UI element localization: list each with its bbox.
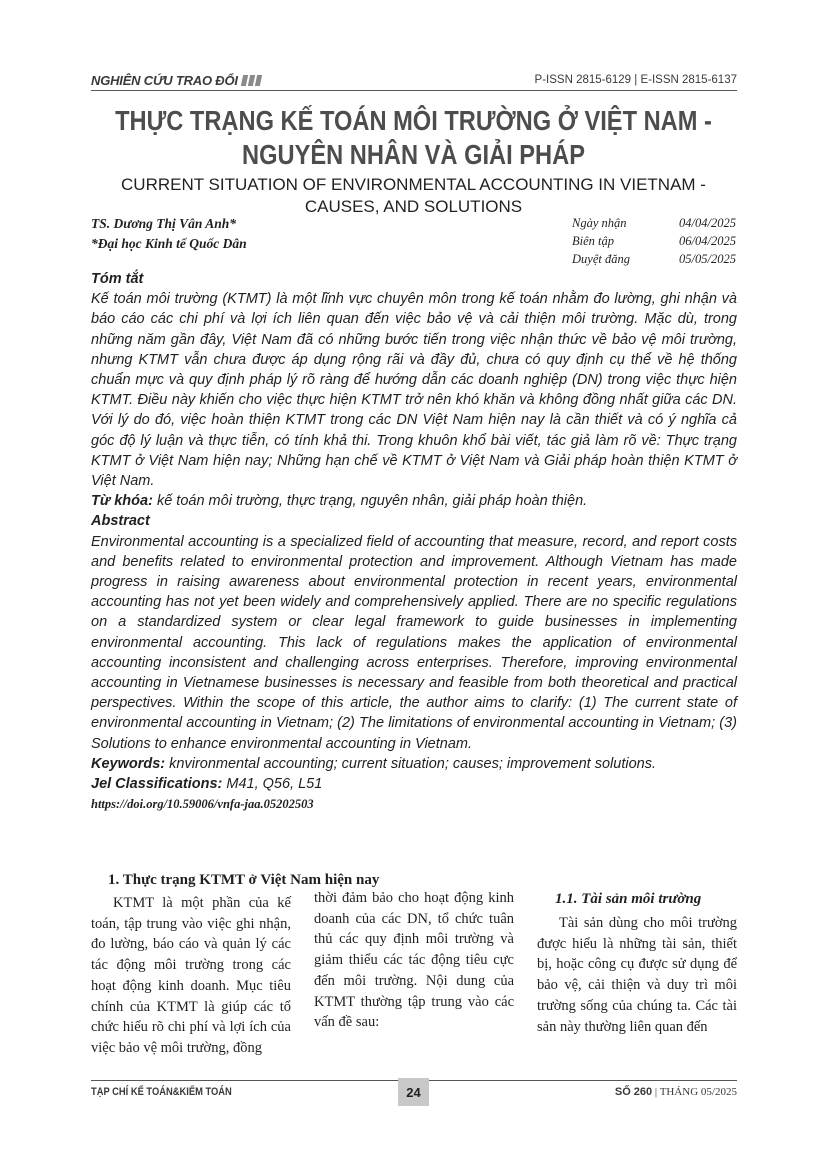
keywords-en-text: knvironmental accounting; current situation; causes; improvement solutions. [169, 755, 656, 772]
title-en-line2: CAUSES, AND SOLUTIONS [304, 197, 523, 216]
abstract-en-text: Environmental accounting is a specialized field of accounting that measure, record, and report costs and benefits related to environmental protection and improvement. Although Vietnam has made progress in raising awareness about environmental protection in recent years, environmental accounting has not yet been widely and comprehensively applied. There are no specific regulations on a standardized system or clear legal framework to guide businesses in implementing environmental accounting. This lack of regulations makes the application of environmental accounting inconsistent and challenging across enterprises. Therefore, improving environmental accounting in Vietnamese businesses is necessary and feasible from both theoretical and practical perspectives. Within the scope of this article, the author aims to clarify: (1) The current state of environmental accounting in Vietnam; (2) The limitations of environmental accounting in Vietnam; (3) Solutions to enhance environmental accounting in Vietnam. [91, 533, 737, 752]
doi-link[interactable]: https://doi.org/10.59006/vnfa-jaa.05202503 [91, 797, 314, 812]
section-heading: 1. Thực trạng KTMT ở Việt Nam hiện nay [108, 872, 380, 888]
keywords-vn [91, 491, 737, 511]
body-column-2: thời đảm bảo cho hoạt động kinh doanh của các DN, tổ chức tuân thủ các quy định môi trường và giảm thiểu các tác động tiêu cực đến môi trường. Nội dung của KTMT thường tập trung vào các vấn đề sau: [314, 890, 514, 1031]
title-vn-line1: THỰC TRẠNG KẾ TOÁN MÔI TRƯỜNG Ở VIỆT NAM - [115, 105, 712, 136]
header-divider [91, 90, 737, 91]
issue-info: SỐ 260 | THÁNG 05/2025 [614, 1086, 737, 1098]
title-vn-line2: NGUYÊN NHÂN VÀ GIẢI PHÁP [242, 139, 585, 170]
author-name: TS. Dương Thị Vân Anh* [91, 216, 237, 231]
keywords-vn-label: Từ khóa: [91, 493, 153, 510]
date-value: 05/05/2025 [679, 252, 736, 266]
jel-classifications [91, 774, 737, 794]
keywords-en [91, 754, 737, 774]
date-label: Duyệt đăng [572, 252, 630, 266]
author-block [91, 214, 247, 254]
keywords-vn-text: kế toán môi trường, thực trạng, nguyên nhân, giải pháp hoàn thiện. [156, 493, 588, 510]
abstract-en-heading: Abstract [91, 513, 150, 530]
date-received [572, 214, 736, 232]
author-affiliation: *Đại học Kinh tế Quốc Dân [91, 236, 247, 251]
issn-label: P-ISSN 2815-6129 | E-ISSN 2815-6137 [534, 74, 737, 86]
date-label: Ngày nhận [572, 216, 627, 230]
subsection-heading: 1.1. Tài sản môi trường [555, 891, 702, 907]
date-value: 06/04/2025 [679, 234, 736, 248]
issue-number: SỐ 260 [614, 1086, 653, 1098]
running-header-section [91, 73, 261, 88]
issue-month: THÁNG 05/2025 [659, 1086, 737, 1098]
dates-block [572, 214, 736, 268]
abstract-vn-heading: Tóm tắt [91, 271, 144, 287]
date-edited [572, 232, 736, 250]
abstract-vn-text: Kế toán môi trường (KTMT) là một lĩnh vực chuyên môn trong kế toán nhằm đo lường, ghi nhận và báo cáo các chi phí và lợi ích liên quan đến việc bảo vệ và cải thiện môi trường. Mặc dù, trong những năm gần đây, Việt Nam đã có những bước tiến trong việc nhận thức về bảo vệ môi trường, nhưng KTMT vẫn chưa được áp dụng rộng rãi và đầy đủ, chưa có quy định cụ thể về hệ thống chuẩn mực và quy định pháp lý rõ ràng để hướng dẫn các doanh nghiệp (DN) trong việc thực hiện KTMT. Điều này khiến cho việc thực hiện KTMT trở nên khó khăn và không đồng nhất giữa các DN. Với lý do đó, việc hoàn thiện KTMT trong các DN Việt Nam hiện nay là cần thiết và có ý nghĩa cả góc độ lý luận và thực tiễn, có tính khả thi. Trong khuôn khổ bài viết, tác giả làm rõ về: Thực trạng KTMT ở Việt Nam hiện nay; Những hạn chế về KTMT ở Việt Nam và Giải pháp hoàn thiện KTMT ở Việt Nam. [91, 291, 737, 490]
journal-name: TẠP CHÍ KẾ TOÁN&KIỂM TOÁN [91, 1086, 232, 1098]
jel-label: Jel Classifications: [91, 776, 223, 793]
date-label: Biên tập [572, 234, 615, 248]
body-column-3: Tài sản dùng cho môi trường được hiểu là những tài sản, thiết bị, hoặc công cụ được sử dụng để bảo vệ, cải thiện và duy trì môi trường sống của chúng ta. Các tài sản này thường liên quan đến [537, 915, 737, 1035]
article-title-en [70, 174, 757, 218]
page-number: 24 [398, 1078, 429, 1106]
date-value: 04/04/2025 [679, 216, 736, 230]
header-bars-decoration [242, 75, 261, 86]
article-title-vn [109, 104, 717, 172]
date-accepted [572, 250, 736, 268]
section-label: NGHIÊN CỨU TRAO ĐỔI [91, 73, 238, 88]
jel-codes: M41, Q56, L51 [226, 776, 323, 793]
body-column-1: KTMT là một phần của kế toán, tập trung vào việc ghi nhận, đo lường, báo cáo và quản lý các tác động môi trường trong các hoạt động kinh doanh. Mục tiêu chính của KTMT là giúp các tổ chức hiểu rõ chi phí và lợi ích của việc bảo vệ môi trường, đồng [91, 895, 291, 1056]
abstract-section [91, 269, 737, 814]
title-en-line1: CURRENT SITUATION OF ENVIRONMENTAL ACCOUNTING IN VIETNAM - [121, 175, 706, 194]
keywords-en-label: Keywords: [91, 755, 166, 772]
